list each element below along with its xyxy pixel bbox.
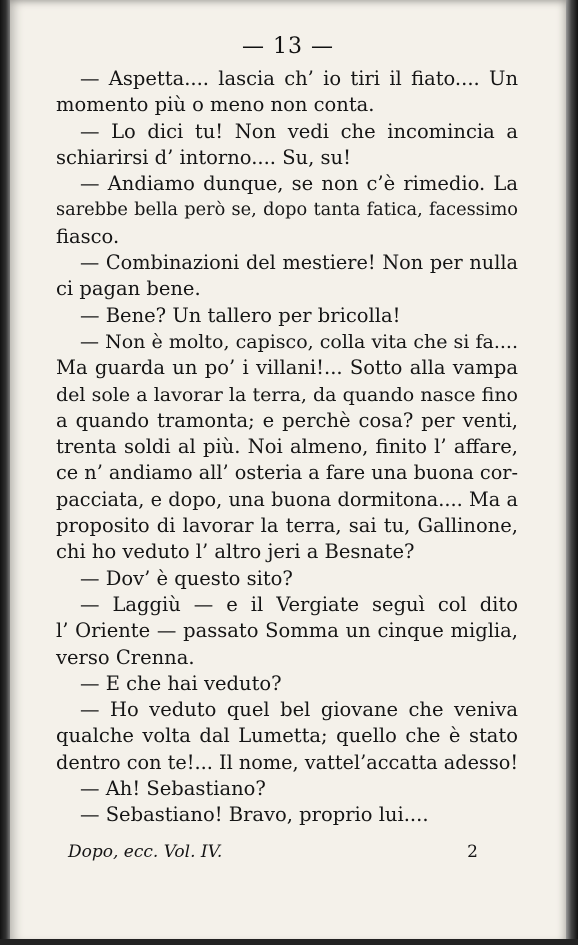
text-line: ci pagan bene. xyxy=(56,277,201,301)
page-footer xyxy=(68,842,478,862)
text-line: — E che hai veduto? xyxy=(80,671,282,695)
text-line: del sole a lavorar la terra, da quando nasce fino xyxy=(56,383,518,406)
footer-gathering-mark: 2 xyxy=(467,842,478,862)
text-line: — Non è molto, capisco, colla vita che si fa.... xyxy=(80,330,518,353)
text-line: schiarirsi d’ intorno.... Su, su! xyxy=(56,145,351,169)
text-line: pacciata, e dopo, una buona dormitona.... Ma a xyxy=(56,487,518,511)
text-line: — Dov’ è questo sito? xyxy=(80,566,293,590)
text-line: momento più o meno non conta. xyxy=(56,93,375,117)
text-line: verso Crenna. xyxy=(56,645,195,669)
text-line: qualche volta dal Lumetta; quello che è stato xyxy=(56,724,518,748)
page-right-edge xyxy=(566,0,578,945)
text-line: — Aspetta.... lascia ch’ io tiri il fiato.... Un xyxy=(80,67,518,90)
text-line: — Sebastiano! Bravo, proprio lui.... xyxy=(80,803,429,827)
text-line: — Bene? Un tallero per bricolla! xyxy=(80,303,401,327)
text-line: Ma guarda un po’ i villani!... Sotto alla vampa xyxy=(56,356,518,380)
text-line: — Ho veduto quel bel giovane che veniva xyxy=(80,698,518,722)
text-line: — Andiamo dunque, se non c’è rimedio. La xyxy=(80,172,518,196)
text-line: ce n’ andiamo all’ osteria a fare una buona cor- xyxy=(56,461,518,485)
text-line: — Lo dici tu! Non vedi che incomincia a xyxy=(80,119,518,143)
text-line: chi ho veduto l’ altro jeri a Besnate? xyxy=(56,540,415,564)
page-bottom-edge xyxy=(0,939,578,945)
text-line: proposito di lavorar la terra, sai tu, Gallinone, xyxy=(56,514,518,538)
text-line: sarebbe bella però se, dopo tanta fatica, facessimo xyxy=(56,200,518,221)
text-line: fiasco. xyxy=(56,224,120,248)
text-line: — Laggiù — e il Vergiate seguì col dito xyxy=(80,592,518,616)
body-text xyxy=(56,66,518,829)
page-left-gutter xyxy=(0,0,10,945)
text-line: dentro con te!... Il nome, vattel’accatta adesso! xyxy=(56,750,519,774)
footer-signature: Dopo, ecc. Vol. IV. xyxy=(68,842,223,862)
book-page xyxy=(8,0,568,945)
page-number: — 13 — xyxy=(242,34,334,59)
text-line: — Combinazioni del mestiere! Non per nulla xyxy=(80,251,518,275)
text-line: trenta soldi al più. Noi almeno, finito l’ affare, xyxy=(56,435,518,459)
text-line: l’ Oriente — passato Somma un cinque miglia, xyxy=(56,619,518,643)
text-line: a quando tramonta; e perchè cosa? per venti, xyxy=(56,408,518,432)
text-line: — Ah! Sebastiano? xyxy=(80,777,266,801)
